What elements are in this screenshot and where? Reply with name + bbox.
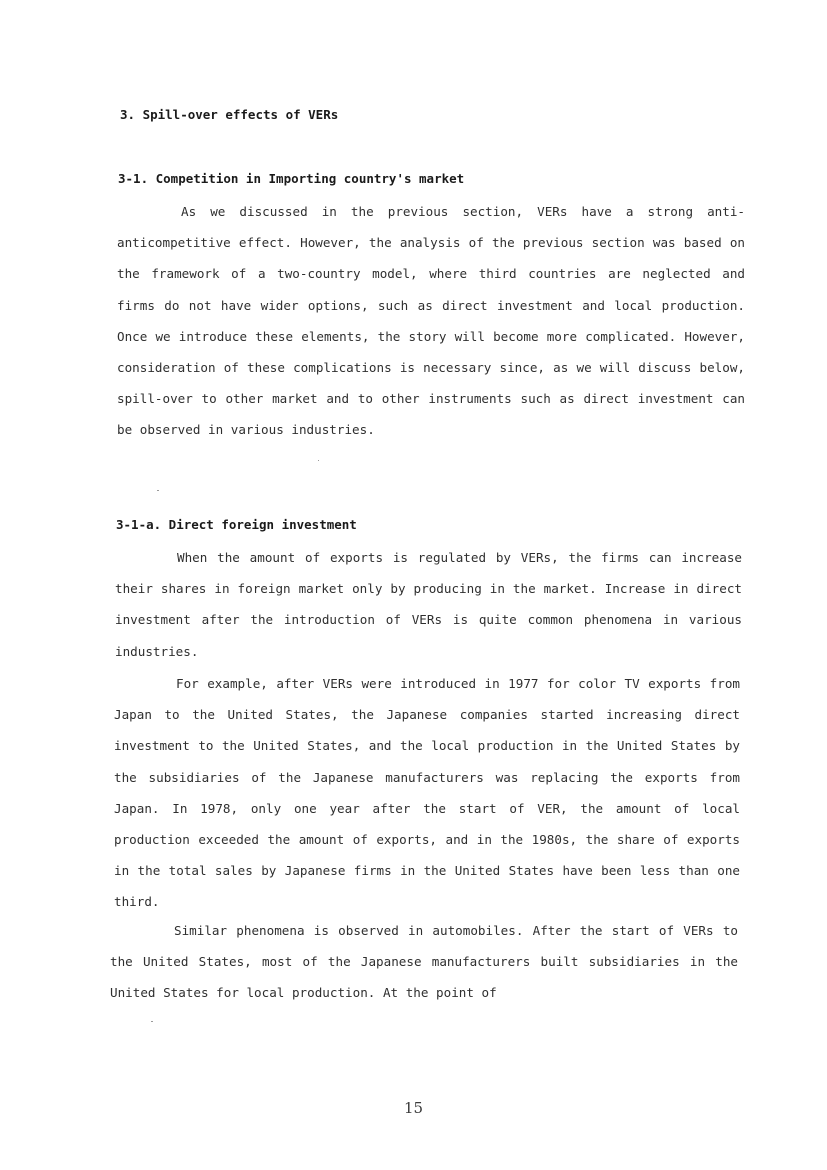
subsection-heading-3-1: 3-1. Competition in Importing country's market: [118, 171, 465, 186]
scan-speck: [157, 490, 159, 491]
scan-speck: [318, 460, 319, 461]
scan-speck: [151, 1021, 153, 1022]
paragraph-color-tv-example: For example, after VERs were introduced in 1977 for color TV exports from Japan to the United States, the Japanese companies started increasing direct investment to the United States, and the local production in the United States by the subsidiaries of the Japanese manufacturers was replacing the exports from Japan. In 1978, only one year after the start of VER, the amount of local production exceeded the amount of exports, and in the 1980s, the share of exports in the total sales by Japanese firms in the United States have been less than one third.: [114, 676, 740, 910]
section-heading: 3. Spill-over effects of VERs: [120, 107, 339, 122]
paragraph-automobiles: Similar phenomena is observed in automobiles. After the start of VERs to the United States, most of the Japanese manufacturers built subsidiaries in the United States for local production. At the point of: [110, 923, 738, 1001]
paragraph-competition: As we discussed in the previous section, VERs have a strong anti-anticompetitive effect. However, the analysis of the previous section was based on the framework of a two-country model, where third countries are neglected and firms do not have wider options, such as direct investment and local production. Once we introduce these elements, the story will become more complicated. However, consideration of these complications is necessary since, as we will discuss below, spill-over to other market and to other instruments such as direct investment can be observed in various industries.: [117, 204, 745, 438]
subsection-heading-3-1-a: 3-1-a. Direct foreign investment: [116, 517, 357, 532]
paragraph-exports-regulated: When the amount of exports is regulated by VERs, the firms can increase their shares in foreign market only by producing in the market. Increase in direct investment after the introduction of VERs is quite common phenomena in various industries.: [115, 550, 742, 659]
page-number: 15: [403, 1099, 424, 1117]
